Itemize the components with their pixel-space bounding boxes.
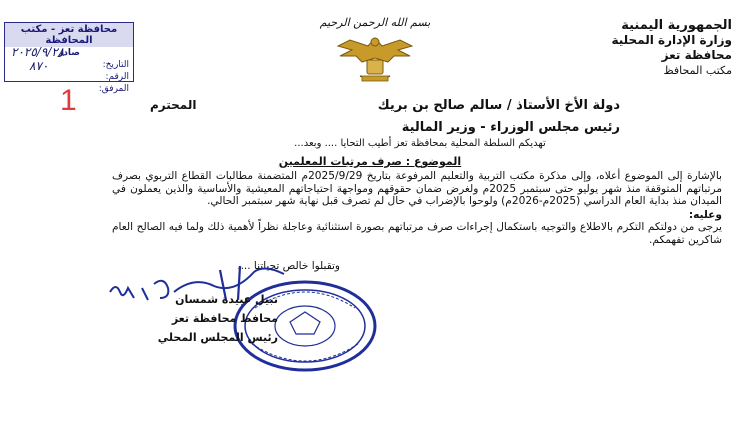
- signer-title: محافظ محافظة تعز: [171, 312, 278, 325]
- signer-council-title: رئيس المجلس المحلي: [157, 331, 278, 344]
- closing-line: وتقبلوا خالص تحياتنا ....: [237, 260, 340, 272]
- red-page-marker: 1: [60, 84, 77, 117]
- header-line-republic: الجمهورية اليمنية: [621, 18, 732, 33]
- republic-eagle-emblem-icon: [330, 32, 420, 84]
- stamp-number-value: ٨٧٠: [29, 59, 49, 73]
- body-request: يرجى من دولتكم التكرم بالاطلاع والتوجيه باستكمال إجراءات صرف مرتباتهم بصورة استثنائية وعاجلة نظراً لأهمية ذلك ولما فيه الصالح العام شاكرين تفهمكم.: [112, 221, 722, 246]
- header-line-governorate: محافظة تعز: [661, 48, 732, 62]
- addressee-name: دولة الأخ الأستاذ / سالم صالح بن بريك: [377, 98, 620, 113]
- header-line-ministry: وزارة الإدارة المحلية: [611, 33, 732, 47]
- honorific: المحترم: [150, 98, 197, 112]
- letter-body: [112, 170, 722, 246]
- subject-line: الموضوع : صرف مرتبات المعلمين: [278, 155, 462, 168]
- ministry-header: [582, 18, 732, 78]
- stamp-status: صادر: [58, 48, 80, 58]
- stamp-date-value: ٢٠٢٥/٩/٢٨: [11, 45, 65, 59]
- stamp-number-label: الرقم: [108, 72, 129, 82]
- body-paragraph: بالإشارة إلى الموضوع أعلاه، وإلى مذكرة مكتب التربية والتعليم المرفوعة بتاريخ 2025/9/29م المتضمنة مطالبات القطاع التربوي بصرف مرتباتهم المتوقفة منذ شهر يوليو حتى سبتمبر 2025م ولغرض ضمان حقوقهم ومواجهة احتياجاتهم المعيشية والأساسية والذين يعملون في الميدان منذ بداية العام الدراسي (2025م-2026م) ولوحوا بالإضراب في حال لم تصرف قبل نهاية شهر سبتمبر الحالي.: [112, 170, 723, 207]
- addressee-block: [290, 95, 620, 139]
- outgoing-stamp-box: محافظة تعز - مكتب المحافظة صادر التاريخ: الرقم: المرفق: ٢٠٢٥/٩/٢٨ ٨٧٠: [4, 22, 134, 82]
- body-therefore: وعليه:: [688, 208, 722, 221]
- signature-block: [108, 290, 278, 347]
- stamp-date-label: التاريخ: [105, 60, 129, 70]
- addressee-title: رئيس مجلس الوزراء - وزير المالية: [401, 120, 620, 135]
- basmala: بسم الله الرحمن الرحيم: [319, 16, 431, 29]
- stamp-attachments-label: المرفق: [101, 84, 129, 94]
- header-line-office: مكتب المحافظ: [663, 64, 732, 77]
- signer-name: نبيل عبيدة شمسان: [175, 293, 278, 306]
- stamp-title: محافظة تعز - مكتب المحافظة: [5, 23, 133, 47]
- greeting-line: تهديكم السلطة المحلية بمحافظة تعز أطيب التحايا .... وبعد...: [294, 138, 546, 149]
